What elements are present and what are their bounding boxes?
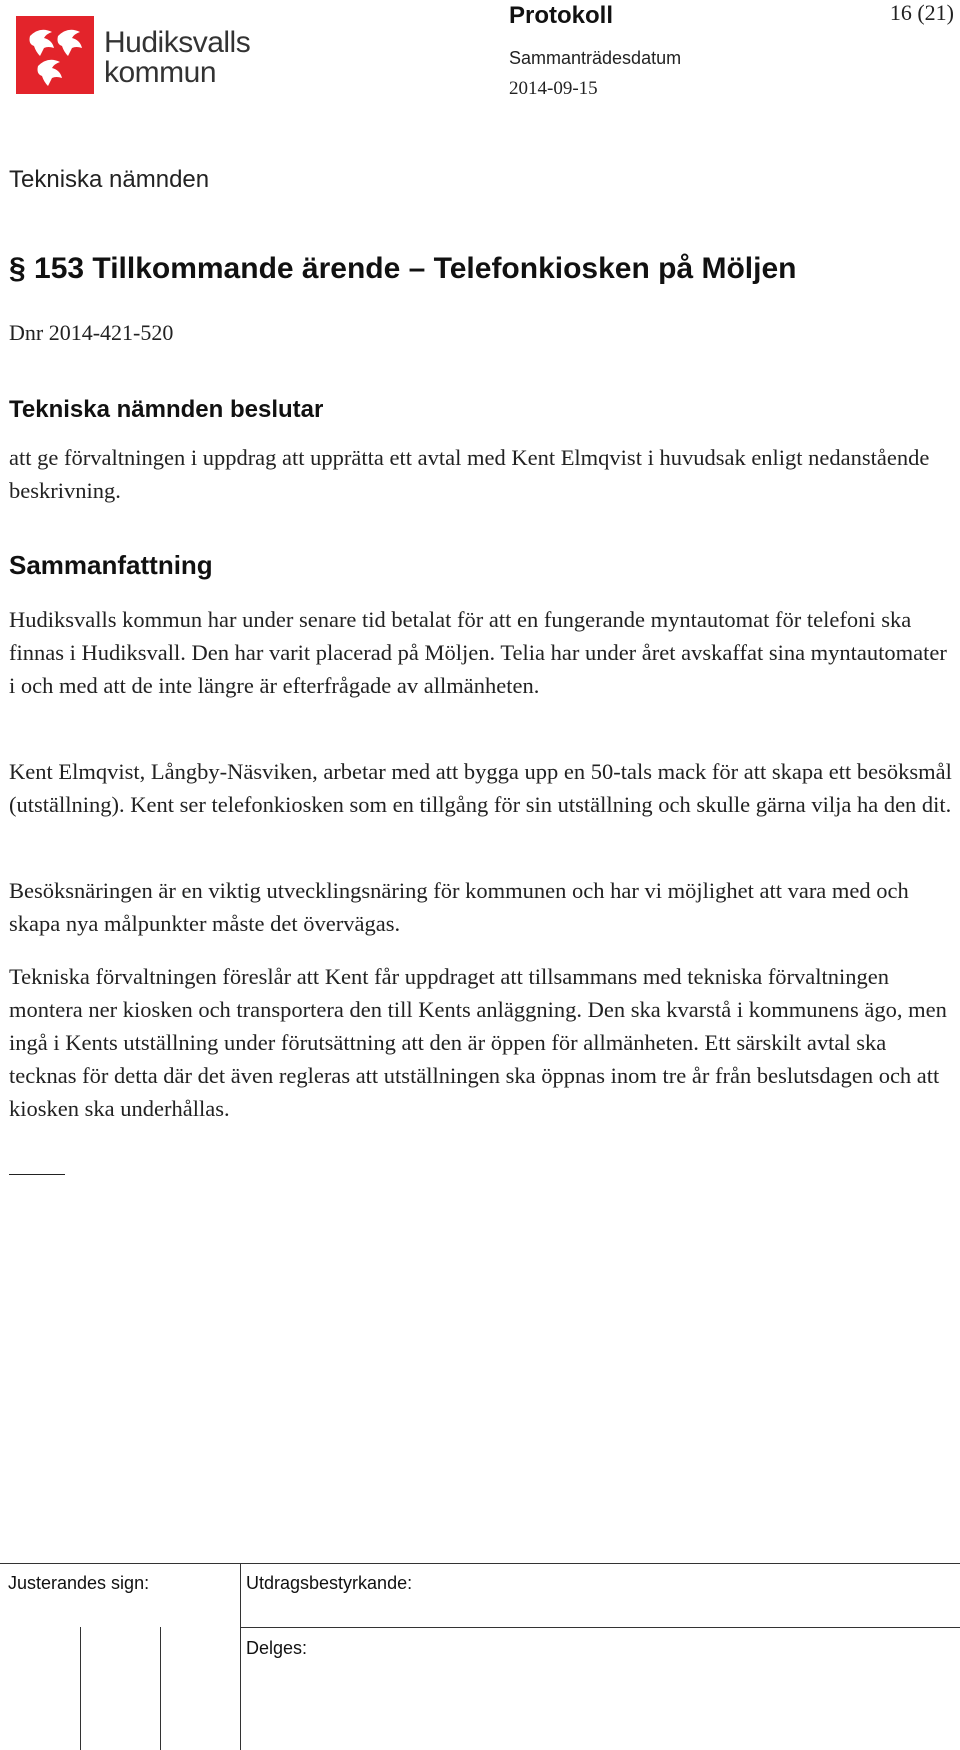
justerandes-sign-label: Justerandes sign: (8, 1573, 150, 1593)
footer-divider (240, 1563, 241, 1750)
summary-paragraph: Kent Elmqvist, Långby-Näsviken, arbetar med att bygga upp en 50-tals mack för att skapa ett besöksmål (utställning). Kent ser telefonkiosken som en tillgång för sin utställning och skulle gärna vilja ha den dit. (9, 759, 952, 817)
signature-box-divider (160, 1627, 161, 1750)
goat-heads-logo-icon (16, 16, 94, 94)
logo-wordmark (104, 28, 250, 88)
delges-label: Delges: (246, 1638, 308, 1658)
decision-heading: Tekniska nämnden beslutar (9, 396, 324, 423)
footer-divider (0, 1563, 960, 1564)
section-title: § 153 Tillkommande ärende – Telefonkiosken på Möljen (9, 252, 797, 285)
summary-paragraph: Besöksnäringen är en viktig utvecklingsnäring för kommunen och har vi möjlighet att vara med och skapa nya målpunkter måste det övervägas. (9, 878, 909, 936)
diary-number: Dnr 2014-421-520 (9, 320, 174, 345)
signature-box-divider (80, 1627, 81, 1750)
decision-text: att ge förvaltningen i uppdrag att upprätta ett avtal med Kent Elmqvist i huvudsak enligt nedanstående beskrivning. (9, 445, 930, 503)
logo-line-2: kommun (104, 56, 217, 89)
summary-paragraph: Tekniska förvaltningen föreslår att Kent får uppdraget att tillsammans med tekniska förvaltningen montera ner kiosken och transportera den till Kents anläggning. Den ska kvarstå i kommunens ägo, men ingå i Kents utställning under förutsättning att den är öppen för allmänheten. Ett särskilt avtal ska tecknas för detta där det även regleras att utställningen ska öppnas inom tre år från beslutsdagen och att kiosken ska underhållas. (9, 964, 947, 1121)
page-number: 16 (21) (889, 0, 954, 25)
logo-line-1: Hudiksvalls (104, 26, 251, 59)
meeting-date-value: 2014-09-15 (509, 78, 598, 99)
utdragsbestyrkande-label: Utdragsbestyrkande: (246, 1573, 413, 1593)
meeting-date-label: Sammanträdesdatum (509, 48, 682, 68)
end-of-section-rule (9, 1174, 65, 1175)
municipality-logo (16, 16, 256, 96)
summary-heading: Sammanfattning (9, 550, 213, 580)
footer-divider (240, 1627, 960, 1628)
document-type: Protokoll (509, 2, 614, 29)
summary-paragraph: Hudiksvalls kommun har under senare tid betalat för att en fungerande myntautomat för telefoni ska finnas i Hudiksvall. Den har varit placerad på Möljen. Telia har under året avskaffat sina myntautomater i och med att de inte längre är efterfrågade av allmänheten. (9, 607, 947, 698)
committee-name: Tekniska nämnden (9, 166, 210, 193)
